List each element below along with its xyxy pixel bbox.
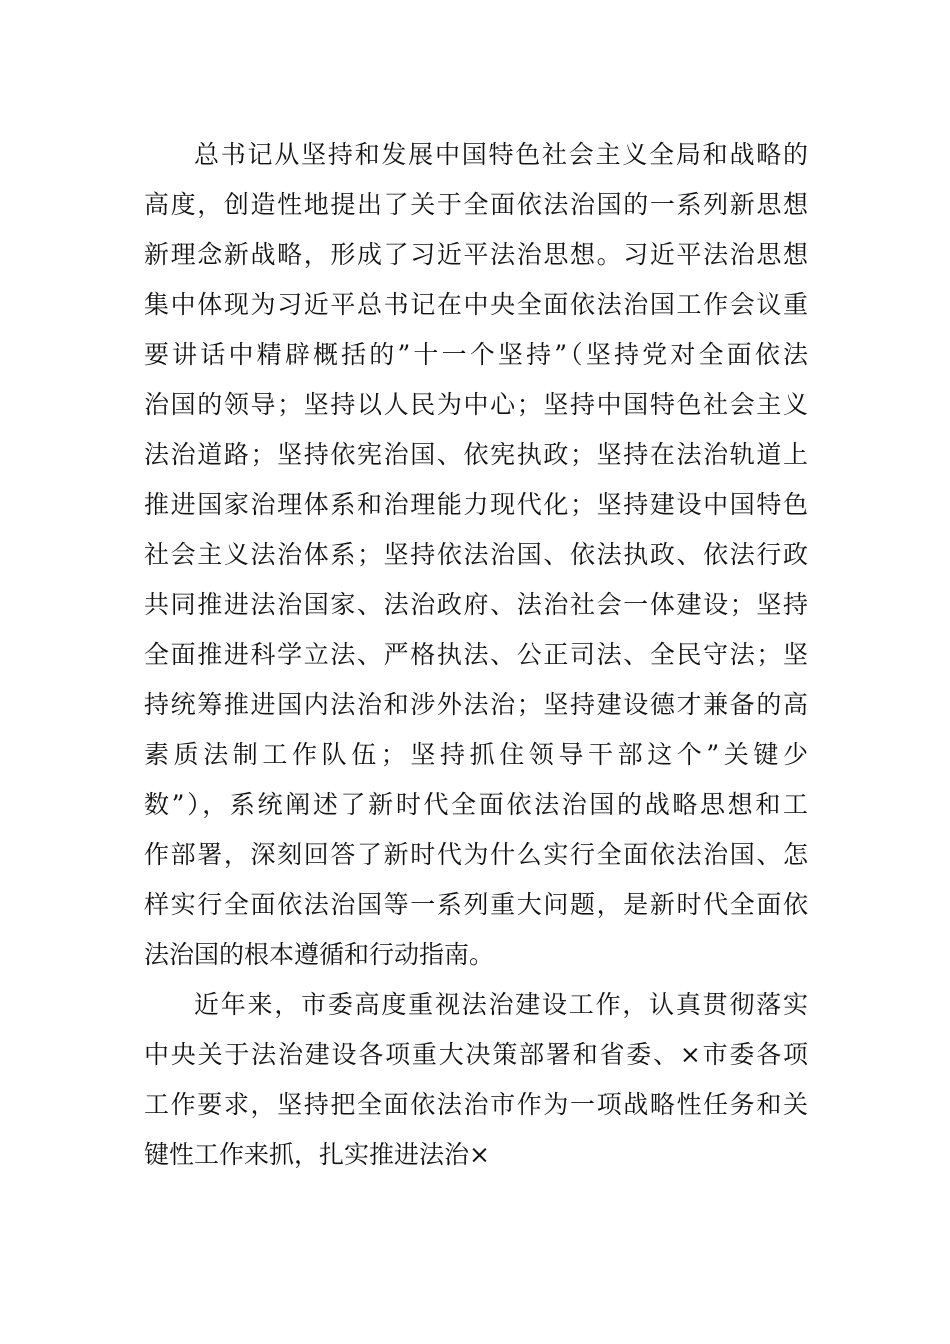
paragraph-2 [144, 980, 808, 1180]
paragraph-line: 数”），系统阐述了新时代全面依法治国的战略思想和工 [144, 790, 808, 819]
paragraph-line: 总书记从坚持和发展中国特色社会主义全局和战略的 [194, 140, 808, 169]
paragraph-line: 素质法制工作队伍；坚持抓住领导干部这个”关键少 [144, 740, 808, 769]
paragraph-line: 法治道路；坚持依宪治国、依宪执政；坚持在法治轨道上 [144, 440, 808, 469]
paragraph-line: 作部署，深刻回答了新时代为什么实行全面依法治国、怎 [144, 840, 808, 869]
paragraph-line: 工作要求，坚持把全面依法治市作为一项战略性任务和关 [144, 1090, 808, 1119]
paragraph-line: 近年来，市委高度重视法治建设工作，认真贯彻落实 [194, 990, 808, 1019]
paragraph-line: 新理念新战略，形成了习近平法治思想。习近平法治思想 [144, 240, 808, 269]
document-body [144, 130, 808, 1180]
paragraph-1 [144, 130, 808, 980]
paragraph-line: 键性工作来抓，扎实推进法治× [144, 1140, 490, 1169]
paragraph-line: 治国的领导；坚持以人民为中心；坚持中国特色社会主义 [144, 390, 808, 419]
paragraph-line: 推进国家治理体系和治理能力现代化；坚持建设中国特色 [144, 490, 808, 519]
paragraph-line: 高度，创造性地提出了关于全面依法治国的一系列新思想 [144, 190, 808, 219]
paragraph-line: 集中体现为习近平总书记在中央全面依法治国工作会议重 [144, 290, 808, 319]
paragraph-line: 法治国的根本遵循和行动指南。 [144, 940, 495, 969]
paragraph-line: 中央关于法治建设各项重大决策部署和省委、×市委各项 [144, 1040, 808, 1069]
paragraph-line: 社会主义法治体系；坚持依法治国、依法执政、依法行政 [144, 540, 808, 569]
paragraph-line: 样实行全面依法治国等一系列重大问题，是新时代全面依 [144, 890, 808, 919]
paragraph-line: 共同推进法治国家、法治政府、法治社会一体建设；坚持 [144, 590, 808, 619]
paragraph-line: 要讲话中精辟概括的”十一个坚持”（坚持党对全面依法 [144, 340, 808, 369]
paragraph-line: 持统筹推进国内法治和涉外法治；坚持建设德才兼备的高 [144, 690, 808, 719]
paragraph-line: 全面推进科学立法、严格执法、公正司法、全民守法；坚 [144, 640, 808, 669]
